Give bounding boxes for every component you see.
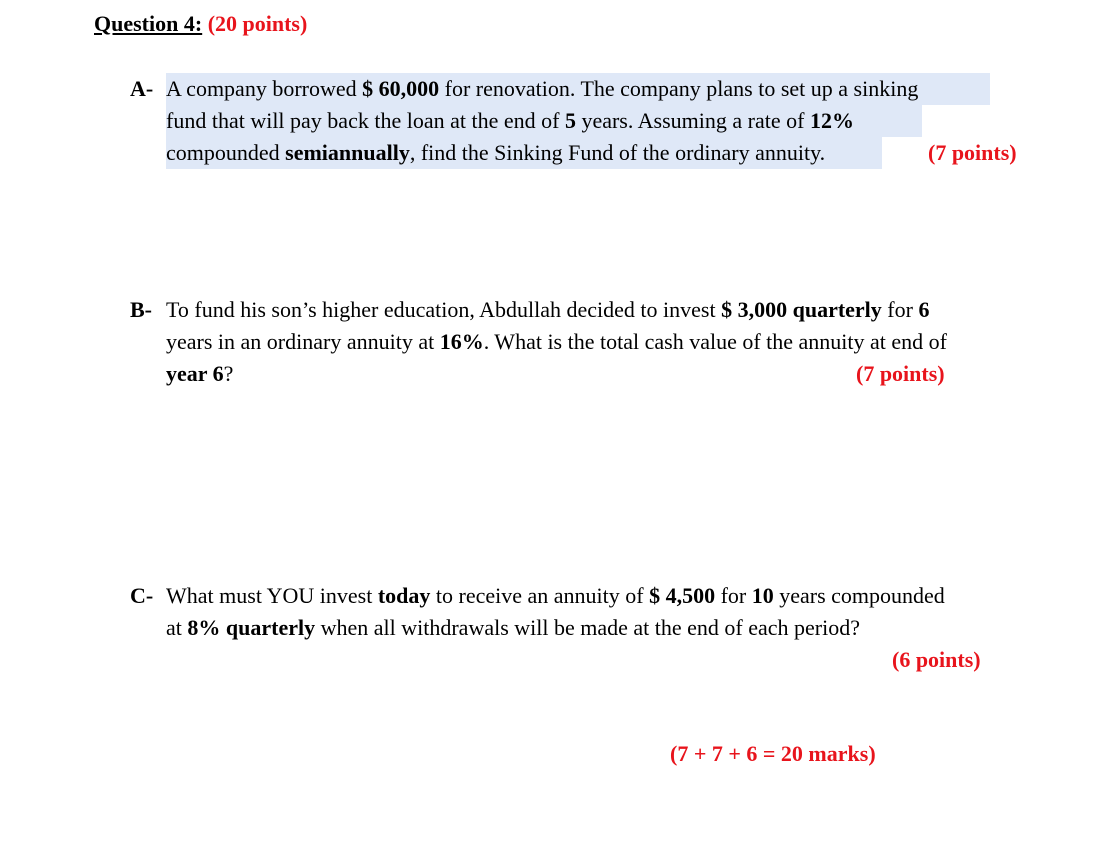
- question-points: (20 points): [207, 11, 308, 36]
- text-run: to receive an annuity of: [430, 583, 650, 608]
- text-run: fund that will pay back the loan at the end of: [166, 108, 565, 133]
- text-run-bold: today: [377, 583, 431, 608]
- part-a-label: A-: [130, 76, 154, 101]
- text-run-bold: 16%: [439, 329, 484, 354]
- part-a-line-2: [166, 105, 922, 137]
- text-run: , find the Sinking Fund of the ordinary annuity.: [409, 140, 826, 165]
- part-b-line-2: [166, 326, 947, 358]
- part-b-label: B-: [130, 297, 152, 322]
- part-c-line-2: [166, 612, 860, 644]
- text-run: To fund his son’s higher education, Abdullah decided to invest: [166, 297, 722, 322]
- total-marks: (7 + 7 + 6 = 20 marks): [670, 741, 876, 766]
- text-run-bold: 6: [918, 297, 930, 322]
- part-a-line-3: [166, 137, 882, 169]
- text-run: ?: [223, 361, 234, 386]
- text-run: compounded: [166, 140, 286, 165]
- text-run-bold: 8% quarterly: [187, 615, 316, 640]
- text-run: at: [166, 615, 188, 640]
- text-run: when all withdrawals will be made at the end of each period?: [315, 615, 861, 640]
- part-a-line-1: [166, 73, 990, 105]
- text-run-bold: $ 3,000 quarterly: [721, 297, 882, 322]
- part-c-label: C-: [130, 583, 154, 608]
- text-run-bold: 10: [751, 583, 774, 608]
- question-label: Question 4:: [94, 11, 203, 36]
- part-b-points: (7 points): [856, 361, 945, 386]
- part-c-points: (6 points): [892, 647, 981, 672]
- text-run: for renovation. The company plans to set up a sinking: [439, 76, 919, 101]
- part-b-line-3: [166, 358, 233, 390]
- text-run-bold: 12%: [809, 108, 854, 133]
- part-c-line-1: [166, 580, 945, 612]
- question-title: [94, 8, 307, 40]
- text-run: years. Assuming a rate of: [575, 108, 810, 133]
- text-run-bold: $ 4,500: [649, 583, 716, 608]
- text-run-bold: $ 60,000: [362, 76, 440, 101]
- text-run: . What is the total cash value of the annuity at end of: [483, 329, 947, 354]
- text-run: years compounded: [773, 583, 945, 608]
- text-run: years in an ordinary annuity at: [166, 329, 440, 354]
- text-run: for: [715, 583, 752, 608]
- text-run-bold: semiannually: [285, 140, 410, 165]
- text-run: for: [881, 297, 919, 322]
- text-run: A company borrowed: [166, 76, 363, 101]
- text-run: What must YOU invest: [166, 583, 378, 608]
- part-b-line-1: [166, 294, 929, 326]
- text-run-bold: 5: [564, 108, 576, 133]
- text-run-bold: year 6: [166, 361, 224, 386]
- part-a-points: (7 points): [928, 140, 1017, 165]
